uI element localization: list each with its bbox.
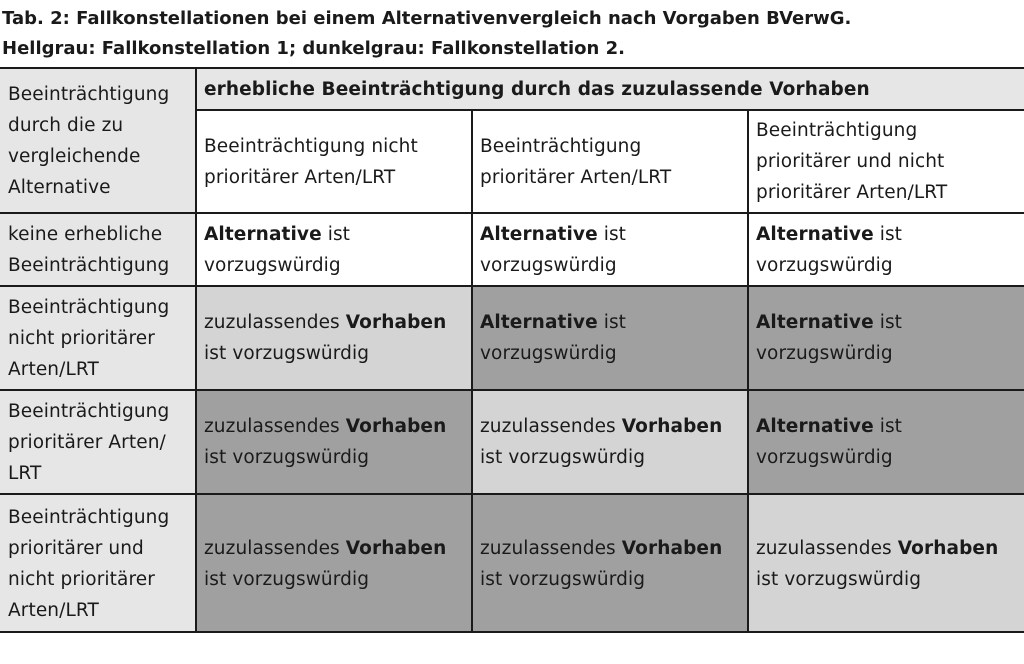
table-rule xyxy=(0,389,1024,391)
row-label-4: Beeinträchtigung prioritärer und nicht prioritärer Arten/LRT xyxy=(0,494,196,633)
column-header-3: Beeinträchtigung prioritärer und nicht prioritärer Arten/LRT xyxy=(748,110,1024,213)
caption-legend: Hellgrau: Fallkonstellation 1; dunkelgrau: Fallkonstellation 2. xyxy=(2,38,625,59)
table-rule xyxy=(196,109,1024,111)
column-group-title: erhebliche Beeinträchtigung durch das zuzulassende Vorhaben xyxy=(204,78,870,100)
row-label-1: keine erhebliche Beeinträchtigung xyxy=(0,213,196,286)
row-header-title: Beeinträchtigung durch die zu vergleichende Alternative xyxy=(8,83,170,198)
row-label-3: Beeinträchtigung prioritärer Arten/ LRT xyxy=(0,390,196,494)
row-label-2: Beeinträchtigung nicht prioritärer Arten/LRT xyxy=(0,286,196,390)
table-cell: zuzulassendes Vorhaben ist vorzugswürdig xyxy=(472,494,748,633)
table-rule xyxy=(0,285,1024,287)
table-rule xyxy=(747,110,749,633)
column-header-1: Beeinträchtigung nicht prioritärer Arten/LRT xyxy=(196,110,472,213)
row-header-title-cell xyxy=(0,68,196,213)
table-cell: Alternative ist vorzugswürdig xyxy=(748,286,1024,390)
column-header-2: Beeinträchtigung prioritärer Arten/LRT xyxy=(472,110,748,213)
table-border-top xyxy=(0,67,1024,69)
table-cell: Alternative ist vorzugswürdig xyxy=(748,213,1024,286)
table-cell: zuzulassendes Vorhaben ist vorzugswürdig xyxy=(472,390,748,494)
table-cell: zuzulassendes Vorhaben ist vorzugswürdig xyxy=(196,390,472,494)
table-cell: Alternative ist vorzugswürdig xyxy=(472,213,748,286)
table-rule xyxy=(0,493,1024,495)
table-rule xyxy=(195,68,197,633)
comparison-table xyxy=(0,68,1024,633)
table-rule xyxy=(471,110,473,633)
caption-title: Tab. 2: Fallkonstellationen bei einem Alternativenvergleich nach Vorgaben BVerwG. xyxy=(2,8,852,29)
table-cell: zuzulassendes Vorhaben ist vorzugswürdig xyxy=(196,494,472,633)
column-group-title-cell xyxy=(196,68,1024,110)
table-cell: Alternative ist vorzugswürdig xyxy=(472,286,748,390)
table-cell: Alternative ist vorzugswürdig xyxy=(748,390,1024,494)
table-border-bottom xyxy=(0,631,1024,633)
table-caption xyxy=(2,4,1022,64)
table-cell: zuzulassendes Vorhaben ist vorzugswürdig xyxy=(196,286,472,390)
table-cell: zuzulassendes Vorhaben ist vorzugswürdig xyxy=(748,494,1024,633)
table-rule xyxy=(0,212,1024,214)
table-cell: Alternative ist vorzugswürdig xyxy=(196,213,472,286)
